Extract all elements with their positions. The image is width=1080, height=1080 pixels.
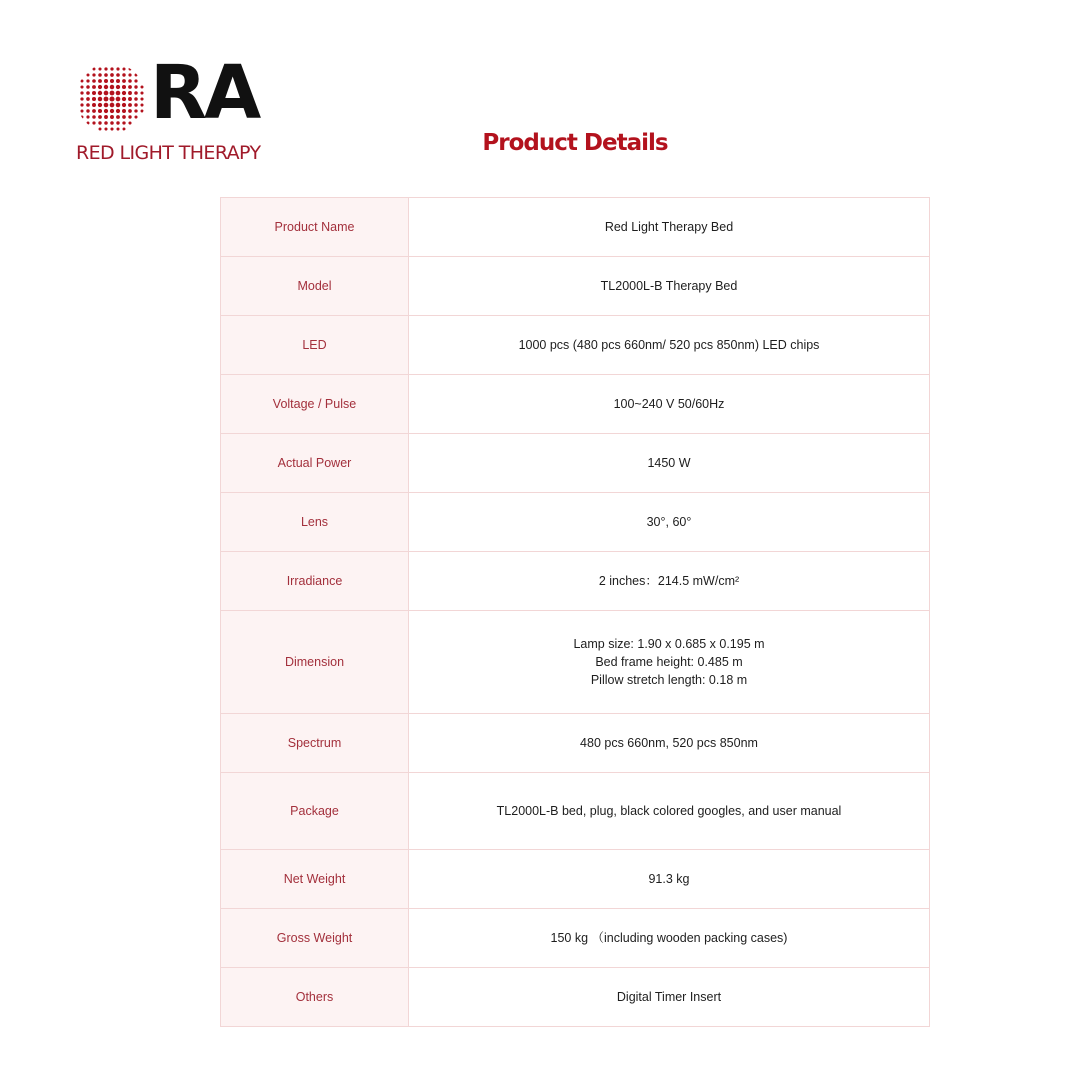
spec-label: Net Weight bbox=[221, 850, 409, 909]
sphere-dot bbox=[98, 97, 102, 101]
spec-row bbox=[221, 316, 930, 375]
sphere-dot bbox=[122, 67, 125, 70]
spec-value bbox=[409, 257, 930, 316]
sphere-dot bbox=[98, 67, 101, 70]
sphere-dot bbox=[86, 109, 89, 112]
sphere-dot bbox=[104, 115, 108, 119]
sphere-dot bbox=[104, 67, 107, 70]
sphere-dot bbox=[140, 97, 143, 100]
sphere-dot bbox=[141, 86, 144, 89]
sphere-dot bbox=[98, 109, 102, 113]
brand-name: RA bbox=[150, 50, 259, 136]
spec-value-line: TL2000L-B bed, plug, black colored googles, and user manual bbox=[496, 804, 842, 818]
sphere-dot bbox=[134, 97, 138, 101]
spec-label: Others bbox=[221, 968, 409, 1027]
sphere-dot bbox=[80, 91, 83, 94]
spec-value-line: 150 kg （including wooden packing cases) bbox=[550, 931, 788, 945]
sphere-dot bbox=[80, 103, 83, 106]
spec-value bbox=[409, 968, 930, 1027]
sphere-dot bbox=[134, 103, 137, 106]
sphere-dot bbox=[87, 122, 90, 125]
sphere-dot bbox=[98, 115, 102, 119]
sphere-dot bbox=[109, 96, 114, 101]
sphere-dot bbox=[86, 85, 90, 89]
sphere-dot bbox=[98, 103, 102, 107]
spec-value bbox=[409, 375, 930, 434]
sphere-dot bbox=[122, 121, 125, 124]
sphere-dot bbox=[116, 115, 120, 119]
sphere-dot bbox=[122, 115, 126, 119]
sphere-dot bbox=[92, 109, 96, 113]
sphere-dot bbox=[98, 79, 102, 83]
spec-row bbox=[221, 968, 930, 1027]
sphere-dot bbox=[104, 91, 109, 96]
spec-value bbox=[409, 493, 930, 552]
sphere-dot bbox=[134, 79, 137, 82]
sphere-dot bbox=[128, 79, 132, 83]
page-title: Product Details bbox=[482, 130, 668, 156]
sphere-dot bbox=[122, 103, 126, 107]
sphere-dot bbox=[128, 85, 132, 89]
sphere-dot bbox=[104, 97, 109, 102]
spec-label: LED bbox=[221, 316, 409, 375]
sphere-dot bbox=[128, 97, 132, 101]
sphere-dot bbox=[92, 73, 95, 76]
sphere-dot bbox=[128, 73, 131, 76]
sphere-dot bbox=[86, 91, 90, 95]
sphere-dot bbox=[92, 97, 96, 101]
sphere-dot bbox=[104, 109, 108, 113]
sphere-dot bbox=[110, 109, 114, 113]
spec-value-line: Red Light Therapy Bed bbox=[604, 220, 734, 234]
sphere-dot bbox=[86, 103, 90, 107]
sphere-dot bbox=[110, 121, 114, 125]
sphere-dot bbox=[98, 91, 102, 95]
spec-label: Actual Power bbox=[221, 434, 409, 493]
spec-label: Model bbox=[221, 257, 409, 316]
sphere-dot bbox=[134, 91, 138, 95]
spec-value bbox=[409, 850, 930, 909]
spec-label: Irradiance bbox=[221, 552, 409, 611]
sphere-dot bbox=[104, 121, 108, 125]
sphere-dot bbox=[140, 103, 143, 106]
sphere-dot bbox=[104, 103, 109, 108]
sphere-dot bbox=[98, 73, 102, 77]
sphere-dot bbox=[116, 85, 120, 89]
sphere-dot bbox=[81, 116, 84, 119]
sphere-dot bbox=[104, 79, 108, 83]
spec-value-line: 1000 pcs (480 pcs 660nm/ 520 pcs 850nm) LED chips bbox=[518, 338, 820, 352]
spec-value-line: 2 inches：214.5 mW/cm² bbox=[598, 574, 740, 588]
spec-value bbox=[409, 316, 930, 375]
sphere-dot bbox=[80, 85, 83, 88]
sphere-dot bbox=[129, 68, 132, 71]
spec-row bbox=[221, 773, 930, 850]
sphere-dot bbox=[110, 67, 113, 70]
spec-row bbox=[221, 714, 930, 773]
spec-value bbox=[409, 714, 930, 773]
spec-value-line: Pillow stretch length: 0.18 m bbox=[590, 673, 748, 687]
sphere-dot bbox=[110, 79, 114, 83]
sphere-dot bbox=[104, 85, 108, 89]
sphere-dot bbox=[92, 115, 96, 119]
sphere-dot bbox=[140, 91, 143, 94]
spec-row bbox=[221, 611, 930, 714]
spec-row bbox=[221, 493, 930, 552]
sphere-dot bbox=[128, 109, 132, 113]
sphere-dot bbox=[86, 115, 89, 118]
spec-value bbox=[409, 434, 930, 493]
sphere-dot bbox=[86, 79, 89, 82]
sphere-dot bbox=[122, 109, 126, 113]
sphere-dot bbox=[116, 73, 120, 77]
spec-label: Product Name bbox=[221, 198, 409, 257]
sphere-dot bbox=[110, 85, 114, 89]
spec-value bbox=[409, 611, 930, 714]
sphere-dot bbox=[92, 85, 96, 89]
sphere-dot bbox=[80, 109, 83, 112]
sphere-dot bbox=[134, 115, 137, 118]
spec-value-line: 480 pcs 660nm, 520 pcs 850nm bbox=[580, 736, 758, 750]
sphere-dot bbox=[116, 79, 120, 83]
sphere-dot bbox=[128, 91, 132, 95]
sphere-dot bbox=[110, 73, 114, 77]
sphere-dot bbox=[92, 91, 96, 95]
spec-value-line: Lamp size: 1.90 x 0.685 x 0.195 m bbox=[573, 637, 765, 651]
sphere-dot bbox=[122, 91, 126, 95]
spec-label: Package bbox=[221, 773, 409, 850]
sphere-dot bbox=[86, 73, 89, 76]
spec-value-line: TL2000L-B Therapy Bed bbox=[600, 279, 738, 293]
spec-row bbox=[221, 850, 930, 909]
sphere-dot bbox=[86, 97, 90, 101]
sphere-dot bbox=[116, 121, 119, 124]
product-spec-table bbox=[220, 197, 930, 1027]
spec-row bbox=[221, 375, 930, 434]
sphere-dot bbox=[93, 68, 96, 71]
sphere-dot bbox=[134, 85, 137, 88]
sphere-dot bbox=[134, 109, 137, 112]
sphere-dot bbox=[122, 73, 125, 76]
spec-label: Voltage / Pulse bbox=[221, 375, 409, 434]
red-led-sphere-icon bbox=[74, 62, 150, 138]
spec-row bbox=[221, 434, 930, 493]
sphere-dot bbox=[141, 110, 144, 113]
sphere-dot bbox=[122, 85, 126, 89]
spec-row bbox=[221, 198, 930, 257]
spec-label: Dimension bbox=[221, 611, 409, 714]
sphere-dot bbox=[122, 79, 126, 83]
sphere-dot bbox=[92, 103, 96, 107]
sphere-dot bbox=[135, 74, 138, 77]
sphere-dot bbox=[128, 103, 132, 107]
sphere-dot bbox=[116, 109, 120, 113]
sphere-dot bbox=[92, 79, 96, 83]
sphere-dot bbox=[110, 115, 114, 119]
spec-value-line: 30°, 60° bbox=[646, 515, 692, 529]
spec-label: Spectrum bbox=[221, 714, 409, 773]
spec-value-line: Bed frame height: 0.485 m bbox=[595, 655, 743, 669]
sphere-dot bbox=[80, 97, 83, 100]
spec-value bbox=[409, 198, 930, 257]
sphere-dot bbox=[98, 121, 101, 124]
spec-value-line: Digital Timer Insert bbox=[616, 990, 722, 1004]
brand-tagline: RED LIGHT THERAPY bbox=[76, 142, 261, 164]
spec-value bbox=[409, 909, 930, 968]
sphere-dot bbox=[128, 121, 131, 124]
sphere-dot bbox=[116, 97, 121, 102]
spec-row bbox=[221, 257, 930, 316]
sphere-dot bbox=[116, 91, 121, 96]
sphere-dot bbox=[128, 115, 131, 118]
spec-row bbox=[221, 909, 930, 968]
spec-value-line: 100~240 V 50/60Hz bbox=[613, 397, 725, 411]
sphere-dot bbox=[116, 67, 119, 70]
sphere-dot bbox=[92, 121, 95, 124]
sphere-dot bbox=[116, 103, 121, 108]
spec-value bbox=[409, 552, 930, 611]
spec-label: Lens bbox=[221, 493, 409, 552]
sphere-dot bbox=[81, 80, 84, 83]
sphere-dot bbox=[98, 85, 102, 89]
sphere-dot bbox=[110, 103, 115, 108]
spec-value-line: 91.3 kg bbox=[648, 872, 690, 886]
sphere-dot bbox=[110, 91, 115, 96]
sphere-dot bbox=[122, 97, 126, 101]
spec-value bbox=[409, 773, 930, 850]
spec-row bbox=[221, 552, 930, 611]
sphere-dot bbox=[104, 73, 108, 77]
spec-value-line: 1450 W bbox=[647, 456, 691, 470]
spec-label: Gross Weight bbox=[221, 909, 409, 968]
